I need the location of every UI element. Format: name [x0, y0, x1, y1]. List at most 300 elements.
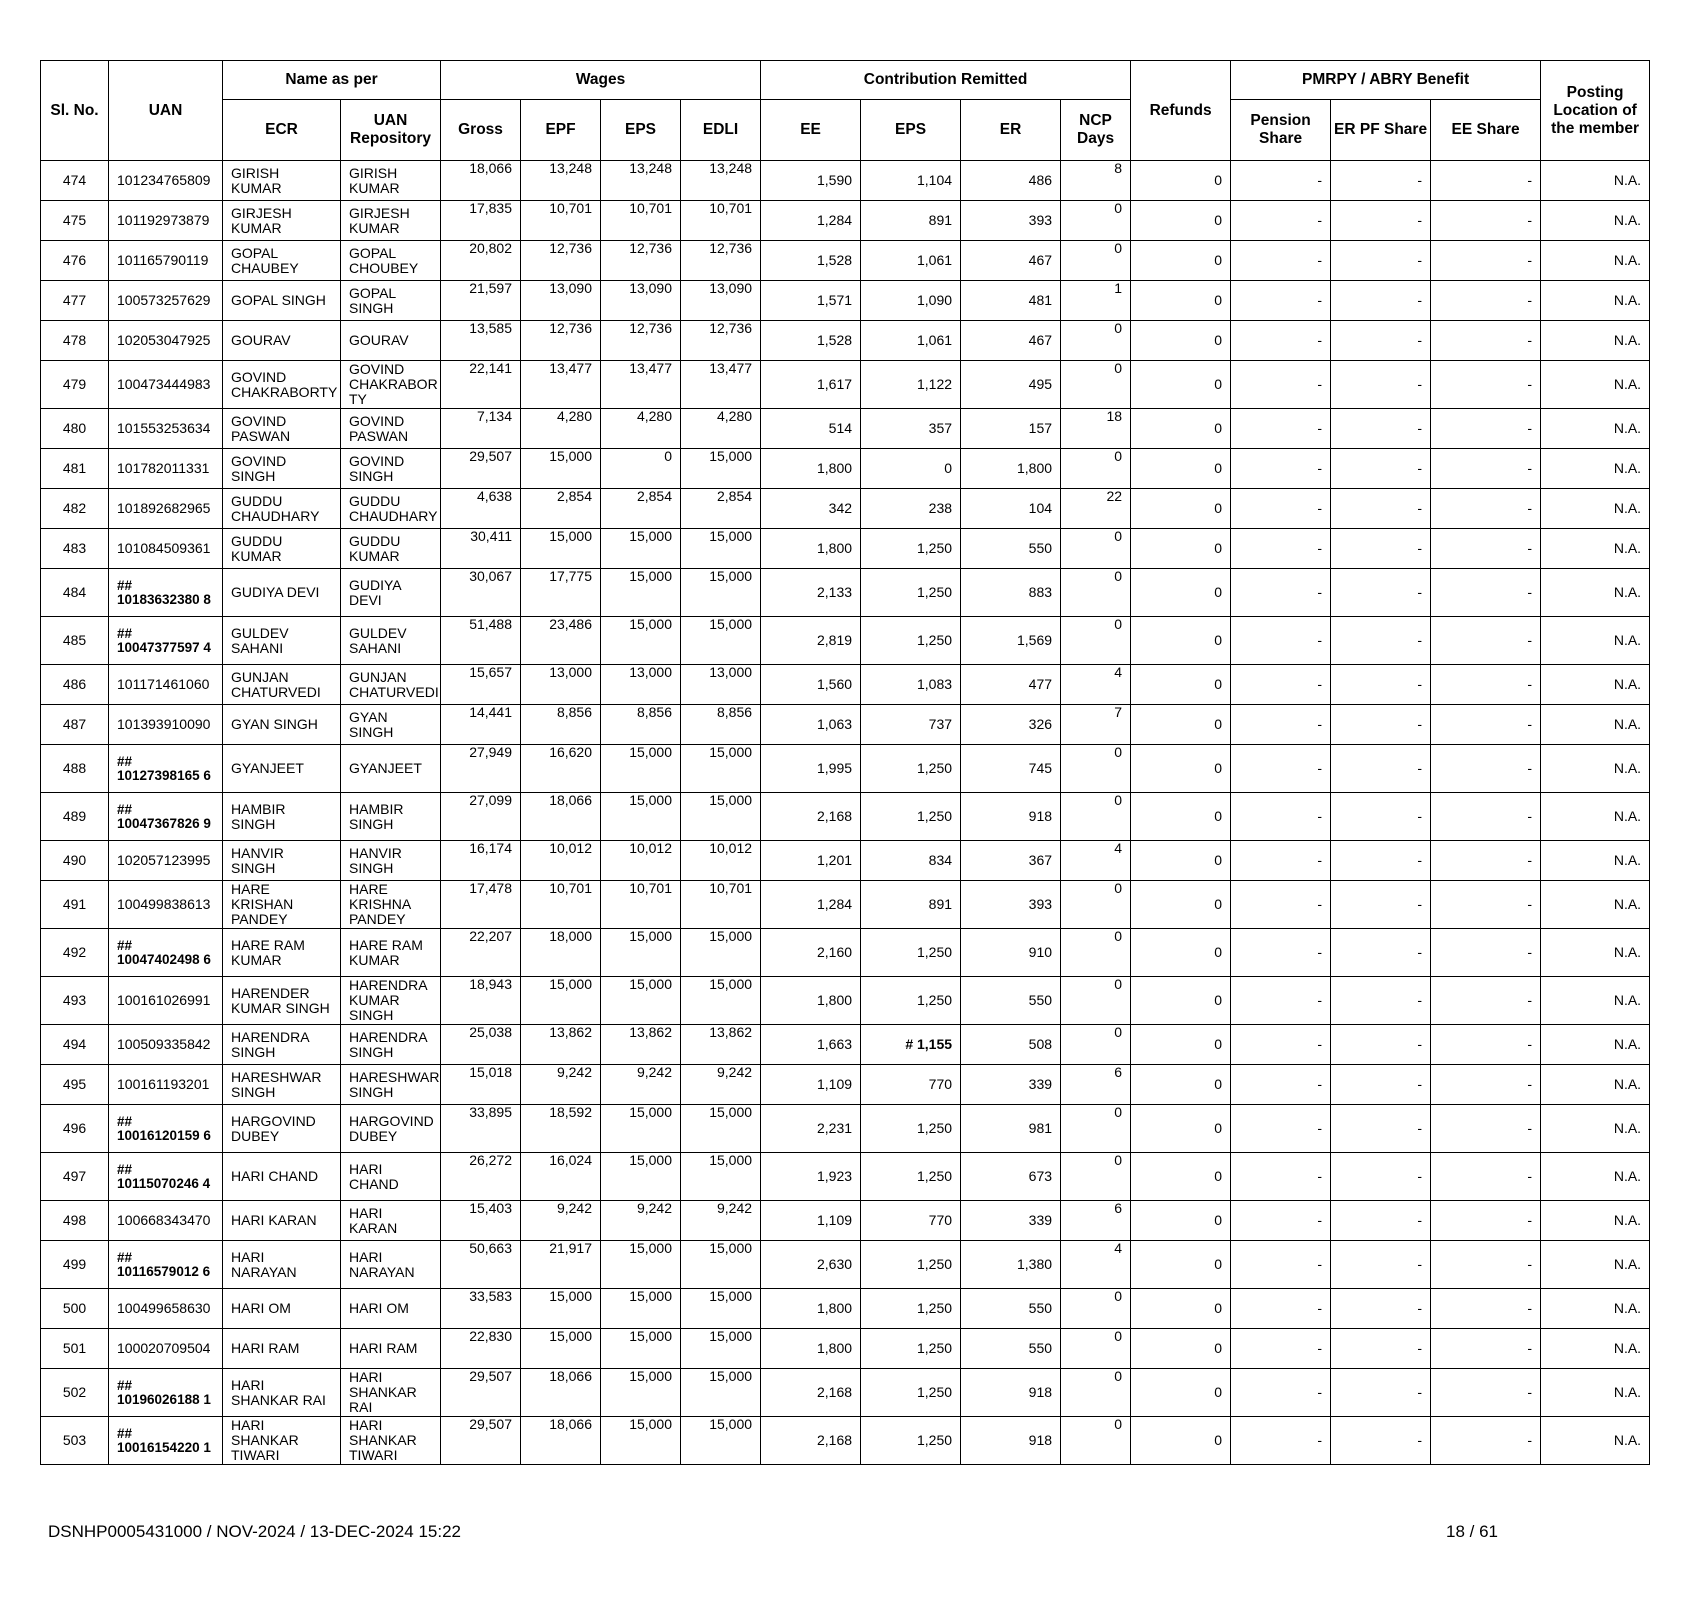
cell-gross-wages: 29,507	[441, 449, 521, 489]
cell-er-contribution: 481	[961, 281, 1061, 321]
cell-ee-share: -	[1431, 841, 1541, 881]
cell-gross-wages: 21,597	[441, 281, 521, 321]
cell-name-uan-repository: GYANJEET	[341, 745, 441, 793]
cell-gross-wages: 22,207	[441, 929, 521, 977]
cell-ee-share: -	[1431, 977, 1541, 1025]
cell-name-uan-repository: HARI SHANKAR RAI	[341, 1369, 441, 1417]
cell-er-pf-share: -	[1331, 617, 1431, 665]
cell-posting-location: N.A.	[1541, 1241, 1650, 1289]
cell-posting-location: N.A.	[1541, 201, 1650, 241]
cell-gross-wages: 20,802	[441, 241, 521, 281]
cell-posting-location: N.A.	[1541, 241, 1650, 281]
cell-pension-share: -	[1231, 665, 1331, 705]
cell-ee-share: -	[1431, 665, 1541, 705]
cell-epf-wages: 13,090	[521, 281, 601, 321]
cell-posting-location: N.A.	[1541, 617, 1650, 665]
cell-pension-share: -	[1231, 1153, 1331, 1201]
cell-pension-share: -	[1231, 1241, 1331, 1289]
cell-er-contribution: 550	[961, 529, 1061, 569]
cell-ncp-days: 6	[1061, 1201, 1131, 1241]
cell-name-ecr: GYAN SINGH	[223, 705, 341, 745]
uan-flag-marker: ##	[117, 1377, 133, 1393]
uan-value: 10196026188 1	[117, 1391, 211, 1407]
table-row	[41, 1153, 1650, 1201]
cell-eps-wages: 15,000	[601, 977, 681, 1025]
header-gross: Gross	[441, 100, 521, 161]
cell-eps-wages: 10,701	[601, 881, 681, 929]
cell-eps-contribution: 1,104	[861, 161, 961, 201]
header-name-as-per: Name as per	[223, 61, 441, 100]
cell-refunds: 0	[1131, 449, 1231, 489]
cell-er-pf-share: -	[1331, 1241, 1431, 1289]
cell-gross-wages: 18,066	[441, 161, 521, 201]
cell-ncp-days: 0	[1061, 201, 1131, 241]
cell-eps-wages: 15,000	[601, 569, 681, 617]
cell-eps-wages: 15,000	[601, 1241, 681, 1289]
cell-ncp-days: 0	[1061, 617, 1131, 665]
table-row	[41, 1025, 1650, 1065]
cell-ncp-days: 0	[1061, 321, 1131, 361]
cell-eps-contribution: 1,250	[861, 745, 961, 793]
header-epf: EPF	[521, 100, 601, 161]
cell-edli-wages: 15,000	[681, 1417, 761, 1465]
cell-name-uan-repository: HARI KARAN	[341, 1201, 441, 1241]
table-row	[41, 977, 1650, 1025]
cell-pension-share: -	[1231, 1065, 1331, 1105]
cell-epf-wages: 23,486	[521, 617, 601, 665]
cell-posting-location: N.A.	[1541, 321, 1650, 361]
cell-sl-no: 496	[41, 1105, 109, 1153]
uan-value: 10127398165 6	[117, 767, 211, 783]
cell-ee-share: -	[1431, 1289, 1541, 1329]
cell-ncp-days: 0	[1061, 449, 1131, 489]
cell-er-pf-share: -	[1331, 161, 1431, 201]
cell-ncp-days: 22	[1061, 489, 1131, 529]
cell-refunds: 0	[1131, 1289, 1231, 1329]
cell-pension-share: -	[1231, 161, 1331, 201]
cell-er-contribution: 157	[961, 409, 1061, 449]
cell-er-pf-share: -	[1331, 929, 1431, 977]
cell-epf-wages: 10,701	[521, 881, 601, 929]
cell-ee-contribution: 1,201	[761, 841, 861, 881]
cell-er-contribution: 1,800	[961, 449, 1061, 489]
cell-er-contribution: 508	[961, 1025, 1061, 1065]
cell-ee-contribution: 2,168	[761, 1417, 861, 1465]
cell-er-pf-share: -	[1331, 321, 1431, 361]
cell-sl-no: 485	[41, 617, 109, 665]
cell-er-contribution: 495	[961, 361, 1061, 409]
cell-ncp-days: 0	[1061, 745, 1131, 793]
cell-posting-location: N.A.	[1541, 409, 1650, 449]
page-number: 18 / 61	[1446, 1522, 1498, 1541]
table-row	[41, 569, 1650, 617]
cell-posting-location: N.A.	[1541, 1105, 1650, 1153]
cell-ee-contribution: 1,590	[761, 161, 861, 201]
cell-er-pf-share: -	[1331, 241, 1431, 281]
cell-er-pf-share: -	[1331, 1417, 1431, 1465]
cell-ee-contribution: 1,109	[761, 1201, 861, 1241]
cell-name-ecr: GOVIND PASWAN	[223, 409, 341, 449]
cell-pension-share: -	[1231, 977, 1331, 1025]
cell-edli-wages: 15,000	[681, 793, 761, 841]
cell-refunds: 0	[1131, 1241, 1231, 1289]
cell-name-ecr: GULDEV SAHANI	[223, 617, 341, 665]
cell-sl-no: 498	[41, 1201, 109, 1241]
cell-sl-no: 476	[41, 241, 109, 281]
cell-name-ecr: GOVIND SINGH	[223, 449, 341, 489]
cell-name-ecr: GIRJESH KUMAR	[223, 201, 341, 241]
cell-edli-wages: 10,701	[681, 881, 761, 929]
cell-eps-contribution: 1,250	[861, 793, 961, 841]
cell-epf-wages: 18,066	[521, 793, 601, 841]
table-row	[41, 281, 1650, 321]
cell-ee-contribution: 2,819	[761, 617, 861, 665]
cell-edli-wages: 15,000	[681, 1369, 761, 1417]
cell-name-ecr: HAMBIR SINGH	[223, 793, 341, 841]
cell-er-contribution: 326	[961, 705, 1061, 745]
cell-eps-wages: 15,000	[601, 1153, 681, 1201]
cell-epf-wages: 15,000	[521, 449, 601, 489]
cell-edli-wages: 9,242	[681, 1065, 761, 1105]
cell-er-pf-share: -	[1331, 1201, 1431, 1241]
header-ncp-days: NCP Days	[1061, 100, 1131, 161]
cell-ee-share: -	[1431, 705, 1541, 745]
cell-posting-location: N.A.	[1541, 489, 1650, 529]
cell-ee-share: -	[1431, 409, 1541, 449]
cell-epf-wages: 15,000	[521, 977, 601, 1025]
cell-er-contribution: 393	[961, 881, 1061, 929]
table-row	[41, 361, 1650, 409]
cell-eps-contribution: 1,250	[861, 1289, 961, 1329]
cell-name-ecr: HARI SHANKAR TIWARI	[223, 1417, 341, 1465]
cell-edli-wages: 12,736	[681, 321, 761, 361]
cell-er-contribution: 467	[961, 321, 1061, 361]
cell-uan	[109, 1369, 223, 1417]
cell-ee-share: -	[1431, 449, 1541, 489]
cell-posting-location: N.A.	[1541, 1289, 1650, 1329]
cell-name-ecr: GUDDU KUMAR	[223, 529, 341, 569]
header-pmrpy-abry: PMRPY / ABRY Benefit	[1231, 61, 1541, 100]
cell-er-pf-share: -	[1331, 881, 1431, 929]
cell-sl-no: 474	[41, 161, 109, 201]
cell-edli-wages: 15,000	[681, 1153, 761, 1201]
cell-ncp-days: 0	[1061, 241, 1131, 281]
cell-edli-wages: 2,854	[681, 489, 761, 529]
table-row	[41, 1289, 1650, 1329]
uan-flag-marker: ##	[117, 1161, 133, 1177]
cell-refunds: 0	[1131, 1025, 1231, 1065]
cell-name-uan-repository: HARI NARAYAN	[341, 1241, 441, 1289]
cell-epf-wages: 4,280	[521, 409, 601, 449]
cell-uan: 101171461060	[109, 665, 223, 705]
cell-refunds: 0	[1131, 201, 1231, 241]
cell-gross-wages: 15,403	[441, 1201, 521, 1241]
cell-uan	[109, 745, 223, 793]
cell-eps-wages: 13,248	[601, 161, 681, 201]
cell-name-ecr: GOPAL CHAUBEY	[223, 241, 341, 281]
cell-edli-wages: 15,000	[681, 977, 761, 1025]
cell-pension-share: -	[1231, 449, 1331, 489]
cell-er-contribution: 1,569	[961, 617, 1061, 665]
header-wages: Wages	[441, 61, 761, 100]
cell-refunds: 0	[1131, 1105, 1231, 1153]
cell-eps-contribution: 770	[861, 1065, 961, 1105]
cell-ee-contribution: 1,995	[761, 745, 861, 793]
table-row	[41, 321, 1650, 361]
header-edli: EDLI	[681, 100, 761, 161]
cell-name-ecr: GUNJAN CHATURVEDI	[223, 665, 341, 705]
header-ecr: ECR	[223, 100, 341, 161]
cell-ee-contribution: 1,800	[761, 449, 861, 489]
cell-epf-wages: 18,066	[521, 1369, 601, 1417]
cell-er-contribution: 673	[961, 1153, 1061, 1201]
cell-epf-wages: 15,000	[521, 1289, 601, 1329]
uan-flag-marker: ##	[117, 577, 133, 593]
cell-epf-wages: 9,242	[521, 1201, 601, 1241]
cell-eps-wages: 9,242	[601, 1065, 681, 1105]
cell-name-uan-repository: HAMBIR SINGH	[341, 793, 441, 841]
cell-ee-share: -	[1431, 201, 1541, 241]
cell-refunds: 0	[1131, 665, 1231, 705]
cell-ee-share: -	[1431, 1153, 1541, 1201]
cell-sl-no: 488	[41, 745, 109, 793]
cell-er-contribution: 981	[961, 1105, 1061, 1153]
cell-refunds: 0	[1131, 321, 1231, 361]
cell-eps-wages: 12,736	[601, 241, 681, 281]
cell-name-ecr: HARI SHANKAR RAI	[223, 1369, 341, 1417]
table-row	[41, 1369, 1650, 1417]
cell-posting-location: N.A.	[1541, 1329, 1650, 1369]
cell-er-contribution: 550	[961, 1289, 1061, 1329]
cell-eps-wages: 13,090	[601, 281, 681, 321]
header-uan-repository: UAN Repository	[341, 100, 441, 161]
cell-uan	[109, 793, 223, 841]
table-row	[41, 161, 1650, 201]
cell-ee-contribution: 1,571	[761, 281, 861, 321]
cell-uan: 102057123995	[109, 841, 223, 881]
cell-epf-wages: 16,024	[521, 1153, 601, 1201]
cell-er-contribution: 883	[961, 569, 1061, 617]
uan-value: 10183632380 8	[117, 591, 211, 607]
cell-name-uan-repository: HARE KRISHNA PANDEY	[341, 881, 441, 929]
cell-eps-contribution: 1,083	[861, 665, 961, 705]
cell-eps-wages: 10,701	[601, 201, 681, 241]
cell-eps-wages: 0	[601, 449, 681, 489]
cell-er-pf-share: -	[1331, 745, 1431, 793]
table-row	[41, 449, 1650, 489]
cell-posting-location: N.A.	[1541, 1065, 1650, 1105]
cell-er-contribution: 910	[961, 929, 1061, 977]
cell-name-uan-repository: GYAN SINGH	[341, 705, 441, 745]
cell-name-uan-repository: GOURAV	[341, 321, 441, 361]
cell-gross-wages: 15,018	[441, 1065, 521, 1105]
cell-uan: 101553253634	[109, 409, 223, 449]
cell-ee-share: -	[1431, 161, 1541, 201]
cell-sl-no: 475	[41, 201, 109, 241]
cell-sl-no: 500	[41, 1289, 109, 1329]
cell-er-contribution: 550	[961, 977, 1061, 1025]
cell-refunds: 0	[1131, 1369, 1231, 1417]
cell-er-pf-share: -	[1331, 201, 1431, 241]
cell-gross-wages: 22,830	[441, 1329, 521, 1369]
cell-uan	[109, 569, 223, 617]
cell-pension-share: -	[1231, 841, 1331, 881]
cell-posting-location: N.A.	[1541, 569, 1650, 617]
cell-er-contribution: 367	[961, 841, 1061, 881]
cell-epf-wages: 13,477	[521, 361, 601, 409]
cell-epf-wages: 18,592	[521, 1105, 601, 1153]
cell-eps-contribution: # 1,155	[861, 1025, 961, 1065]
cell-refunds: 0	[1131, 1329, 1231, 1369]
cell-eps-wages: 13,000	[601, 665, 681, 705]
uan-value: 10016120159 6	[117, 1127, 211, 1143]
cell-sl-no: 482	[41, 489, 109, 529]
header-posting-location: Posting Location of the member	[1541, 61, 1650, 161]
cell-ncp-days: 0	[1061, 1025, 1131, 1065]
cell-posting-location: N.A.	[1541, 449, 1650, 489]
uan-flag-marker: ##	[117, 753, 133, 769]
header-uan: UAN	[109, 61, 223, 161]
cell-refunds: 0	[1131, 1201, 1231, 1241]
cell-ncp-days: 4	[1061, 1241, 1131, 1289]
cell-refunds: 0	[1131, 361, 1231, 409]
cell-uan: 100509335842	[109, 1025, 223, 1065]
cell-pension-share: -	[1231, 569, 1331, 617]
uan-value: 10116579012 6	[117, 1263, 211, 1279]
cell-pension-share: -	[1231, 1369, 1331, 1417]
uan-value: 10047377597 4	[117, 639, 211, 655]
cell-ee-share: -	[1431, 361, 1541, 409]
cell-sl-no: 499	[41, 1241, 109, 1289]
cell-er-pf-share: -	[1331, 665, 1431, 705]
contribution-table	[40, 60, 1650, 1465]
cell-refunds: 0	[1131, 241, 1231, 281]
cell-edli-wages: 15,000	[681, 1105, 761, 1153]
cell-pension-share: -	[1231, 1201, 1331, 1241]
table-body	[41, 161, 1650, 1465]
cell-sl-no: 501	[41, 1329, 109, 1369]
cell-ee-share: -	[1431, 1241, 1541, 1289]
cell-ncp-days: 1	[1061, 281, 1131, 321]
cell-refunds: 0	[1131, 705, 1231, 745]
cell-er-pf-share: -	[1331, 705, 1431, 745]
cell-name-uan-repository: GOPAL CHOUBEY	[341, 241, 441, 281]
cell-ncp-days: 0	[1061, 361, 1131, 409]
cell-er-pf-share: -	[1331, 977, 1431, 1025]
cell-er-contribution: 467	[961, 241, 1061, 281]
cell-gross-wages: 27,949	[441, 745, 521, 793]
cell-name-ecr: GYANJEET	[223, 745, 341, 793]
cell-er-contribution: 393	[961, 201, 1061, 241]
table-row	[41, 1105, 1650, 1153]
cell-edli-wages: 13,000	[681, 665, 761, 705]
footer-reference: DSNHP0005431000 / NOV-2024 / 13-DEC-2024 15:22	[48, 1522, 461, 1541]
cell-name-uan-repository: HARI SHANKAR TIWARI	[341, 1417, 441, 1465]
cell-epf-wages: 17,775	[521, 569, 601, 617]
cell-ncp-days: 0	[1061, 977, 1131, 1025]
cell-eps-contribution: 1,061	[861, 321, 961, 361]
cell-edli-wages: 12,736	[681, 241, 761, 281]
header-sl-no: Sl. No.	[41, 61, 109, 161]
cell-name-ecr: HARE KRISHAN PANDEY	[223, 881, 341, 929]
cell-epf-wages: 21,917	[521, 1241, 601, 1289]
cell-eps-wages: 8,856	[601, 705, 681, 745]
cell-posting-location: N.A.	[1541, 361, 1650, 409]
cell-er-pf-share: -	[1331, 1153, 1431, 1201]
cell-gross-wages: 29,507	[441, 1369, 521, 1417]
cell-epf-wages: 8,856	[521, 705, 601, 745]
cell-name-ecr: HANVIR SINGH	[223, 841, 341, 881]
cell-er-pf-share: -	[1331, 793, 1431, 841]
uan-value: 10016154220 1	[117, 1439, 211, 1455]
table-row	[41, 201, 1650, 241]
cell-ee-contribution: 1,528	[761, 321, 861, 361]
cell-uan: 100573257629	[109, 281, 223, 321]
cell-name-uan-repository: HARE RAM KUMAR	[341, 929, 441, 977]
cell-edli-wages: 4,280	[681, 409, 761, 449]
cell-posting-location: N.A.	[1541, 929, 1650, 977]
cell-name-uan-repository: HARI CHAND	[341, 1153, 441, 1201]
table-row	[41, 409, 1650, 449]
cell-ncp-days: 4	[1061, 841, 1131, 881]
cell-eps-contribution: 770	[861, 1201, 961, 1241]
uan-flag-marker: ##	[117, 625, 133, 641]
cell-ncp-days: 0	[1061, 929, 1131, 977]
cell-edli-wages: 15,000	[681, 929, 761, 977]
table-row	[41, 841, 1650, 881]
cell-name-ecr: HARGOVIND DUBEY	[223, 1105, 341, 1153]
cell-epf-wages: 10,012	[521, 841, 601, 881]
cell-eps-contribution: 1,061	[861, 241, 961, 281]
cell-gross-wages: 22,141	[441, 361, 521, 409]
cell-sl-no: 503	[41, 1417, 109, 1465]
cell-gross-wages: 16,174	[441, 841, 521, 881]
cell-edli-wages: 13,248	[681, 161, 761, 201]
cell-refunds: 0	[1131, 161, 1231, 201]
cell-ee-share: -	[1431, 881, 1541, 929]
cell-sl-no: 489	[41, 793, 109, 841]
cell-ee-contribution: 1,063	[761, 705, 861, 745]
cell-pension-share: -	[1231, 361, 1331, 409]
cell-eps-contribution: 1,250	[861, 569, 961, 617]
cell-sl-no: 484	[41, 569, 109, 617]
cell-ee-share: -	[1431, 1417, 1541, 1465]
cell-ee-contribution: 1,800	[761, 1329, 861, 1369]
cell-ee-contribution: 2,630	[761, 1241, 861, 1289]
cell-refunds: 0	[1131, 1153, 1231, 1201]
cell-eps-wages: 9,242	[601, 1201, 681, 1241]
cell-uan: 100020709504	[109, 1329, 223, 1369]
cell-name-uan-repository: GUDIYA DEVI	[341, 569, 441, 617]
cell-eps-contribution: 1,250	[861, 1369, 961, 1417]
cell-sl-no: 490	[41, 841, 109, 881]
cell-refunds: 0	[1131, 529, 1231, 569]
cell-refunds: 0	[1131, 841, 1231, 881]
cell-gross-wages: 14,441	[441, 705, 521, 745]
cell-edli-wages: 10,012	[681, 841, 761, 881]
table-header	[41, 61, 1650, 161]
cell-eps-wages: 4,280	[601, 409, 681, 449]
cell-name-uan-repository: GOVIND CHAKRABOR TY	[341, 361, 441, 409]
cell-refunds: 0	[1131, 617, 1231, 665]
cell-ee-contribution: 1,109	[761, 1065, 861, 1105]
cell-ncp-days: 0	[1061, 1153, 1131, 1201]
table-row	[41, 241, 1650, 281]
cell-pension-share: -	[1231, 281, 1331, 321]
cell-er-contribution: 477	[961, 665, 1061, 705]
cell-sl-no: 478	[41, 321, 109, 361]
cell-pension-share: -	[1231, 929, 1331, 977]
